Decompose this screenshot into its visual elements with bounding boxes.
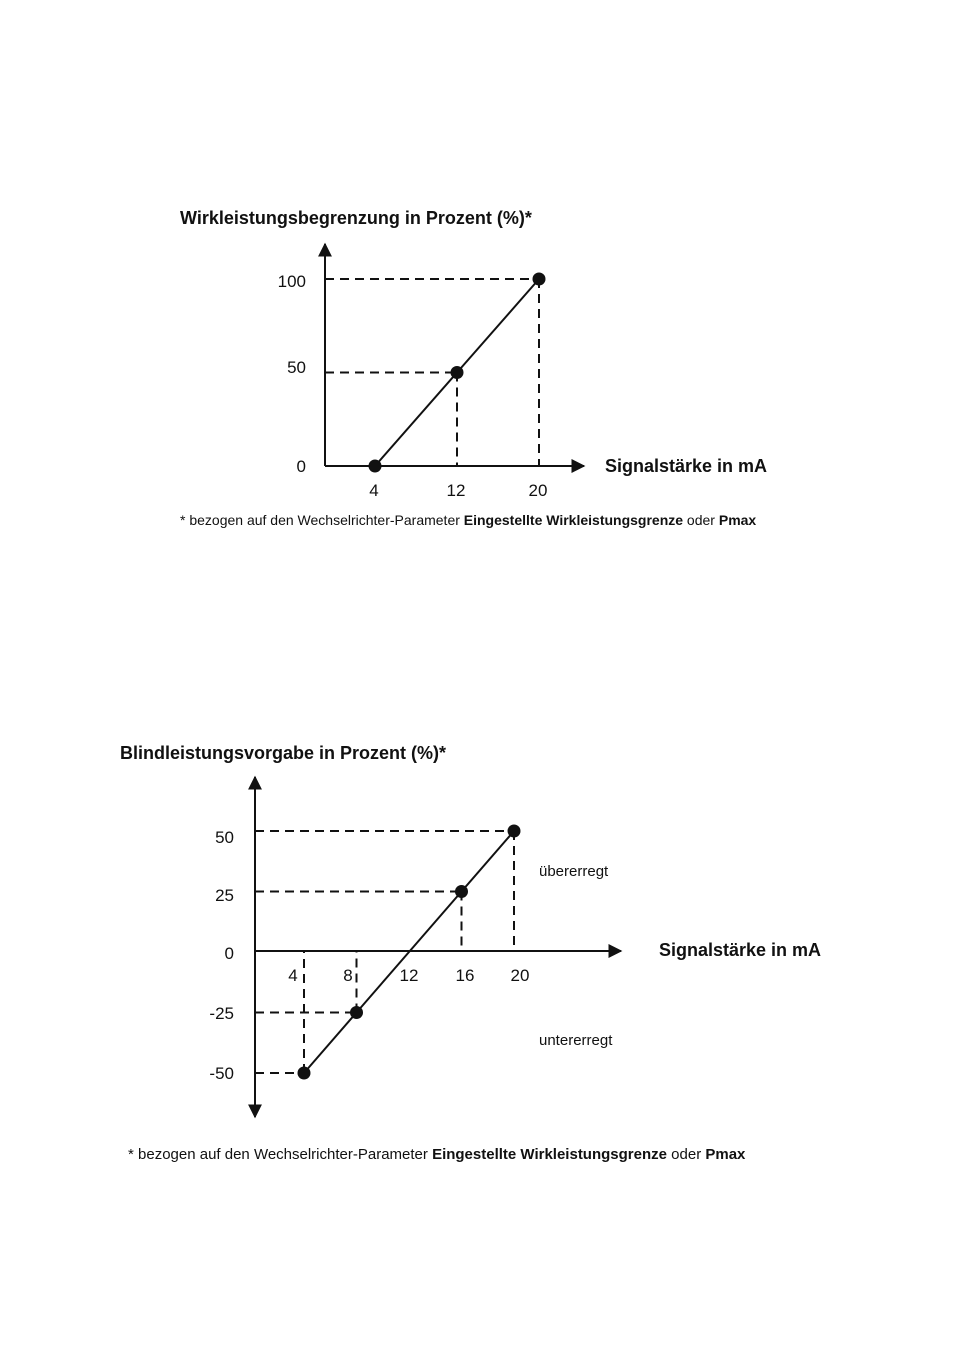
chart-2-x-axis-label: Signalstärke in mA <box>659 940 822 960</box>
chart-2-footnote-param: Eingestellte Wirkleistungsgrenze <box>432 1146 667 1163</box>
chart-1-y-tick-0: 0 <box>296 457 306 476</box>
chart-1-footnote-alt: Pmax <box>718 512 757 528</box>
chart-1-point-1 <box>451 366 464 379</box>
chart-1 <box>180 208 767 528</box>
chart-2-point-2 <box>455 885 468 898</box>
chart-1-y-tick-50: 50 <box>287 358 306 377</box>
chart-2-footnote-middle: oder <box>667 1146 706 1163</box>
chart-1-footnote-middle: oder <box>683 512 719 528</box>
chart-1-title: Wirkleistungsbegrenzung in Prozent (%)* <box>180 208 532 228</box>
chart-2-footnote <box>128 1146 746 1163</box>
chart-2-point-0 <box>298 1067 311 1080</box>
chart-1-x-tick-20: 20 <box>528 481 548 500</box>
chart-2-y-tick-minus25: -25 <box>209 1004 234 1023</box>
chart-1-point-2 <box>533 273 546 286</box>
chart-2-point-1 <box>350 1006 363 1019</box>
chart-1-x-tick-12: 12 <box>446 481 466 500</box>
chart-2-y-tick-minus50: -50 <box>209 1064 234 1083</box>
chart-1-footnote-param: Eingestellte Wirkleistungsgrenze <box>463 512 684 528</box>
chart-1-x-tick-4: 4 <box>369 481 379 500</box>
chart-1-guide-lines <box>325 279 539 466</box>
chart-2-footnote-prefix: * bezogen auf den Wechselrichter-Parameter <box>128 1146 433 1163</box>
chart-2-footnote-alt: Pmax <box>705 1146 746 1163</box>
chart-2-annotation-untererregt: untererregt <box>539 1032 613 1049</box>
chart-1-y-tick-100: 100 <box>277 272 306 291</box>
chart-2-y-tick-50: 50 <box>215 828 234 847</box>
chart-1-footnote-prefix: * bezogen auf den Wechselrichter-Parameter <box>180 512 464 528</box>
chart-1-footnote <box>180 512 756 528</box>
chart-2-x-tick-16: 16 <box>455 966 475 985</box>
chart-2-title: Blindleistungsvorgabe in Prozent (%)* <box>120 743 447 763</box>
chart-2-x-tick-4: 4 <box>288 966 298 985</box>
chart-2-annotation-uebererregt: übererregt <box>539 863 609 880</box>
chart-2-point-3 <box>508 825 521 838</box>
chart-2-y-tick-25: 25 <box>215 886 234 905</box>
chart-2-y-tick-0: 0 <box>224 944 234 963</box>
chart-2-x-tick-20: 20 <box>510 966 530 985</box>
chart-2-x-tick-12: 12 <box>399 966 419 985</box>
chart-1-point-0 <box>369 460 382 473</box>
chart-2-x-tick-8: 8 <box>343 966 353 985</box>
chart-2 <box>120 743 821 1163</box>
chart-1-x-axis-label: Signalstärke in mA <box>605 456 768 476</box>
